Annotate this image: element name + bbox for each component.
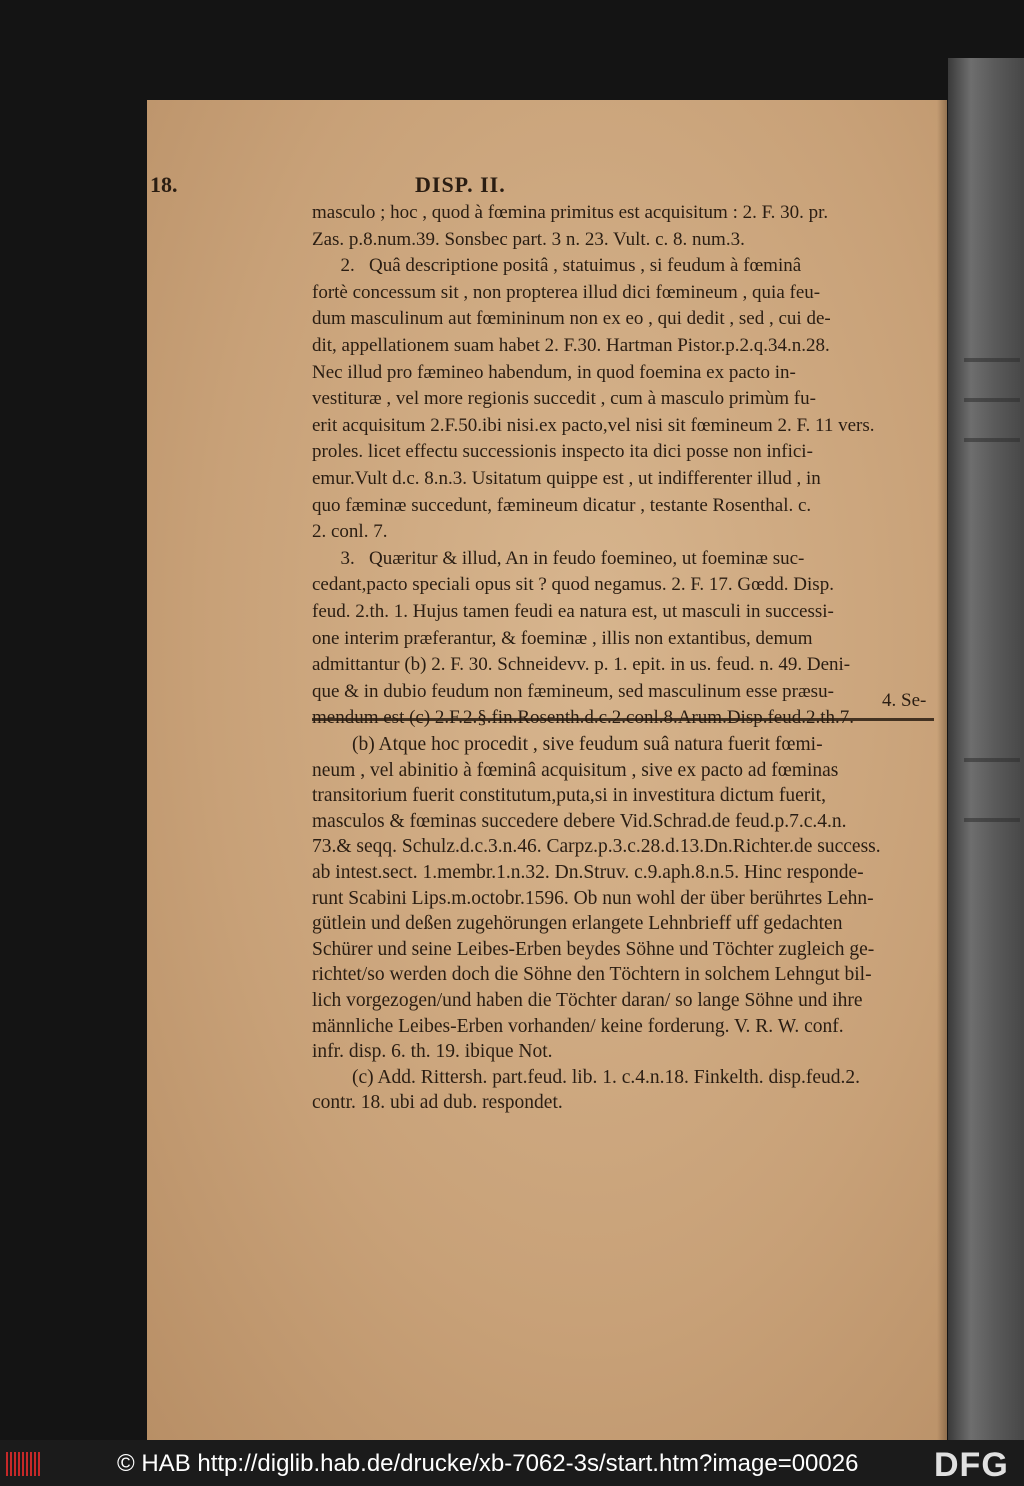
footnote-line: (c) Add. Rittersh. part.feud. lib. 1. c.4.n.18. Finkelth. disp.feud.2.	[352, 1066, 861, 1088]
footnote-line: gütlein und deßen zugehörungen erlangete Lehnbrieff uff gedachten	[312, 913, 843, 935]
footnote-line: 73.& seqq. Schulz.d.c.3.n.46. Carpz.p.3.c.28.d.13.Dn.Richter.de success.	[312, 836, 881, 858]
viewer-footer	[0, 1440, 1024, 1486]
text-line: 3. Quæritur & illud, An in feudo foemineo, ut foeminæ suc-	[312, 547, 805, 569]
text-line: quo fæminæ succedunt, fæmineum dicatur , testante Rosenthal. c.	[312, 494, 812, 516]
footnote-line: neum , vel abinitio à fœminâ acquisitum , sive ex pacto ad fœminas	[312, 759, 839, 781]
text-line: erit acquisitum 2.F.50.ibi nisi.ex pacto,vel nisi sit fœmineum 2. F. 11 vers.	[312, 414, 875, 436]
text-line: fortè concessum sit , non propterea illud dici fœmineum , quia feu-	[312, 281, 821, 303]
adjacent-page-edge	[948, 58, 1024, 1440]
footnote-line: ab intest.sect. 1.membr.1.n.32. Dn.Struv. c.9.aph.8.n.5. Hinc responde-	[312, 861, 864, 883]
footnote-line: (b) Atque hoc procedit , sive feudum suâ natura fuerit fœmi-	[352, 734, 823, 755]
text-line: que & in dubio feudum non fæmineum, sed masculinum esse præsu-	[312, 680, 834, 702]
text-line: emur.Vult d.c. 8.n.3. Usitatum quippe est , ut indifferenter illud , in	[312, 467, 821, 489]
main-text	[312, 200, 934, 732]
footnote-rule	[312, 718, 934, 721]
footnote-line: contr. 18. ubi ad dub. respondet.	[312, 1092, 563, 1114]
footnote-line: infr. disp. 6. th. 19. ibique Not.	[312, 1041, 553, 1063]
footnote-line: masculos & fœminas succedere debere Vid.Schrad.de feud.p.7.c.4.n.	[312, 810, 847, 832]
footnote-line: transitorium fuerit constitutum,puta,si in investitura dictum fuerit,	[312, 785, 826, 807]
running-head: DISP. II.	[415, 172, 506, 197]
dfg-logo: DFG	[934, 1446, 1009, 1484]
text-line: proles. licet effectu successionis inspecto ita dici posse non infici-	[312, 441, 813, 463]
page-number: 18.	[150, 172, 178, 197]
catchword: 4. Se-	[882, 690, 927, 711]
text-line: vestituræ , vel more regionis succedit , cum à masculo primùm fu-	[312, 388, 816, 410]
footnote-line: lich vorgezogen/und haben die Töchter daran/ so lange Söhne und ihre	[312, 989, 863, 1011]
text-line: Nec illud pro fæmineo habendum, in quod foemina ex pacto in-	[312, 361, 796, 383]
text-line: 2. Quâ descriptione positâ , statuimus , si feudum à fœminâ	[312, 255, 802, 277]
text-line: 2. conl. 7.	[312, 521, 388, 543]
library-logo-icon	[6, 1452, 40, 1476]
text-line: one interim præferantur, & foeminæ , illis non extantibus, demum	[312, 627, 813, 649]
text-line: feud. 2.th. 1. Hujus tamen feudi ea natura est, ut masculi in successi-	[312, 600, 834, 622]
text-line: Zas. p.8.num.39. Sonsbec part. 3 n. 23. Vult. c. 8. num.3.	[312, 228, 745, 250]
text-line: dum masculinum aut fœmininum non ex eo , qui dedit , sed , cui de-	[312, 308, 831, 330]
text-line: dit, appellationem suam habet 2. F.30. Hartman Pistor.p.2.q.34.n.28.	[312, 334, 830, 356]
copyright-link[interactable]: © HAB http://diglib.hab.de/drucke/xb-7062-3s/start.htm?image=00026	[117, 1450, 859, 1477]
footnote-line: richtet/so werden doch die Söhne den Töchtern in solchem Lehngut bil-	[312, 964, 872, 986]
footnote-line: männliche Leibes-Erben vorhanden/ keine forderung. V. R. W. conf.	[312, 1015, 844, 1037]
footnotes	[312, 732, 934, 1116]
text-line: admittantur (b) 2. F. 30. Schneidevv. p. 1. epit. in us. feud. n. 49. Deni-	[312, 654, 851, 676]
text-line: masculo ; hoc , quod à fœmina primitus est acquisitum : 2. F. 30. pr.	[312, 202, 829, 223]
text-line: cedant,pacto speciali opus sit ? quod negamus. 2. F. 17. Gœdd. Disp.	[312, 574, 834, 596]
footnote-line: runt Scabini Lips.m.octobr.1596. Ob nun wohl der über berührtes Lehn-	[312, 887, 874, 909]
footnote-line: Schürer und seine Leibes-Erben beydes Söhne und Töchter zugleich ge-	[312, 938, 875, 960]
